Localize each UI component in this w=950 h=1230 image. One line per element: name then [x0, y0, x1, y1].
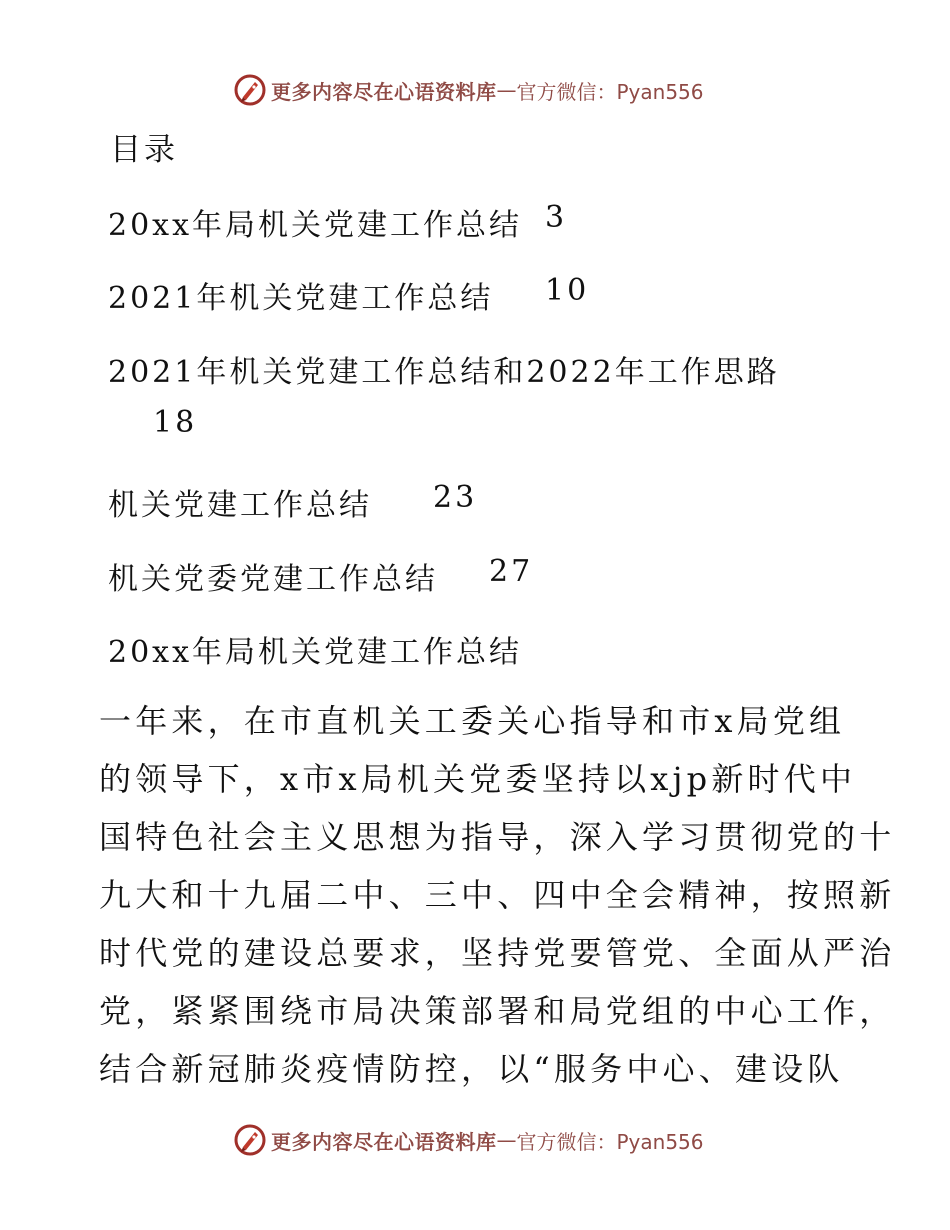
banner-contact-text: 官方微信：Pyan556 — [516, 1129, 704, 1154]
toc-entry[interactable] — [108, 347, 780, 391]
section-heading: 20xx年局机关党建工作总结 — [108, 635, 523, 670]
toc-title: 目录 — [110, 132, 178, 168]
paragraph-line: 时代党的建设总要求，坚持党要管党、全面从严治 — [99, 934, 896, 972]
pen-nib-logo-icon — [233, 73, 267, 107]
paragraph-line: 的领导下，x市x局机关党委坚持以xjp新时代中 — [99, 760, 857, 798]
toc-entry[interactable] — [108, 273, 493, 317]
toc-entry-page: 3 — [545, 200, 568, 235]
toc-entry-page: 18 — [153, 405, 198, 440]
footer-banner — [233, 1120, 704, 1160]
toc-entry-title: 2021年机关党建工作总结和2022年工作思路 — [108, 355, 780, 390]
paragraph-line: 结合新冠肺炎疫情防控，以“服务中心、建设队 — [99, 1050, 844, 1088]
toc-entry-title: 机关党建工作总结 — [108, 488, 372, 523]
toc-entry-title: 2021年机关党建工作总结 — [108, 281, 494, 316]
toc-entry[interactable] — [108, 480, 372, 524]
banner-brand-text: 更多内容尽在心语资料库 — [271, 79, 497, 104]
toc-entry[interactable] — [108, 200, 522, 244]
paragraph-line: 党，紧紧围绕市局决策部署和局党组的中心工作， — [99, 992, 896, 1030]
toc-entry-page: 27 — [489, 554, 534, 589]
banner-separator: — — [496, 1128, 517, 1152]
pen-nib-logo-icon — [233, 1123, 267, 1157]
paragraph-line: 国特色社会主义思想为指导，深入学习贯彻党的十 — [99, 818, 896, 856]
banner-brand-text: 更多内容尽在心语资料库 — [271, 1129, 497, 1154]
toc-entry-page: 10 — [545, 273, 590, 308]
paragraph-line: 一年来，在市直机关工委关心指导和市x局党组 — [99, 702, 846, 740]
banner-contact-text: 官方微信：Pyan556 — [516, 79, 704, 104]
toc-entry-title: 机关党委党建工作总结 — [108, 562, 438, 597]
header-banner — [233, 70, 704, 110]
banner-separator: — — [496, 78, 517, 102]
toc-entry[interactable] — [108, 554, 438, 598]
paragraph-line: 九大和十九届二中、三中、四中全会精神，按照新 — [99, 876, 896, 914]
toc-entry-page: 23 — [433, 480, 478, 515]
toc-entry-title: 20xx年局机关党建工作总结 — [108, 208, 523, 243]
